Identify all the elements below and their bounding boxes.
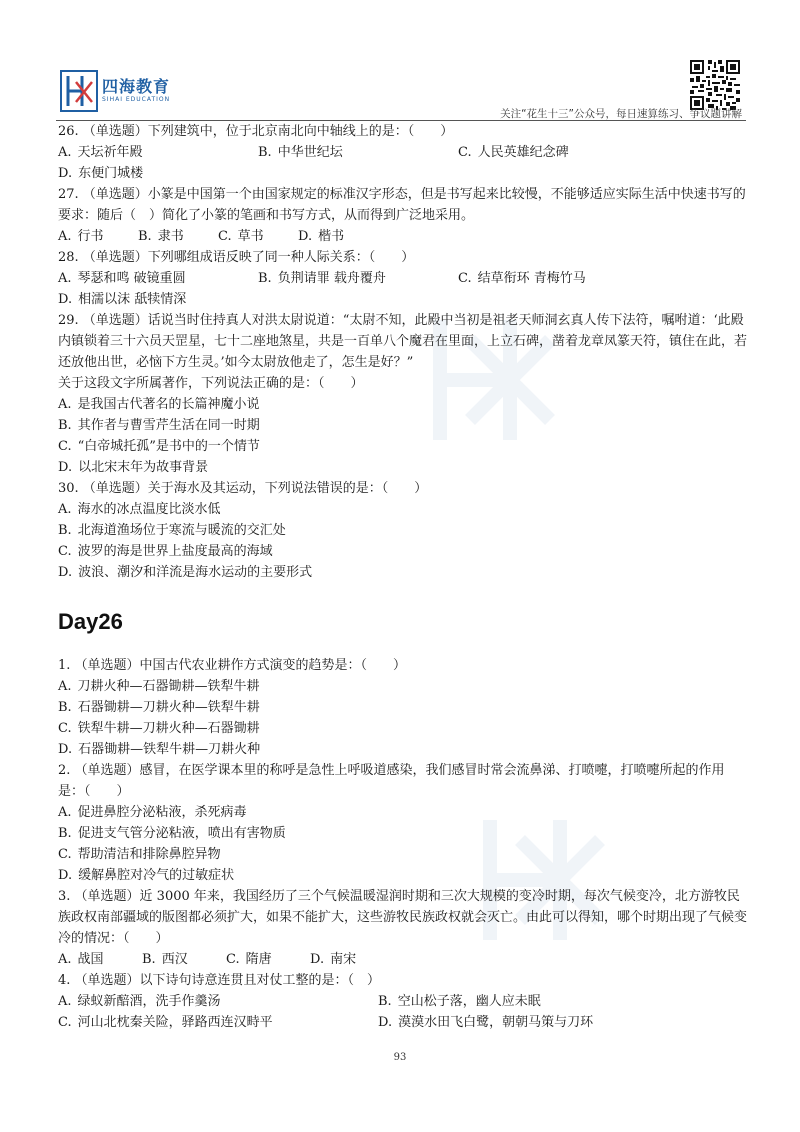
option-text: 北海道渔场位于寒流与暖流的交汇处 xyxy=(77,523,286,538)
option-text: 海水的冰点温度比淡水低 xyxy=(77,502,221,517)
option-key: A. xyxy=(58,145,72,160)
option-key: A. xyxy=(58,397,72,412)
options xyxy=(58,268,748,310)
question-sheet xyxy=(58,121,748,1033)
option-text: 负荆请罪 载舟覆舟 xyxy=(277,271,386,286)
option-key: C. xyxy=(226,952,240,967)
question-3 xyxy=(58,886,748,970)
option-key: B. xyxy=(378,994,392,1009)
option-a[interactable] xyxy=(58,226,138,247)
option-key: D. xyxy=(58,742,73,757)
option-b[interactable] xyxy=(58,823,748,844)
brand-logo xyxy=(60,70,210,114)
option-text: 草书 xyxy=(237,229,264,244)
option-key: D. xyxy=(58,565,73,580)
option-key: A. xyxy=(58,952,72,967)
option-c[interactable] xyxy=(58,1012,378,1033)
option-key: B. xyxy=(258,145,272,160)
options xyxy=(58,142,748,184)
option-key: D. xyxy=(58,166,73,181)
option-key: D. xyxy=(58,460,73,475)
qr-code-icon xyxy=(690,60,740,110)
option-a[interactable] xyxy=(58,802,748,823)
option-key: C. xyxy=(218,229,232,244)
option-key: A. xyxy=(58,805,72,820)
option-key: A. xyxy=(58,994,72,1009)
option-a[interactable] xyxy=(58,949,142,970)
option-text: 南宋 xyxy=(330,952,357,967)
brand-logo-icon xyxy=(60,70,98,112)
options xyxy=(58,676,748,760)
option-d[interactable] xyxy=(58,289,258,310)
option-d[interactable] xyxy=(58,457,748,478)
option-key: A. xyxy=(58,229,72,244)
question-30 xyxy=(58,478,748,583)
option-key: D. xyxy=(310,952,325,967)
question-4 xyxy=(58,970,748,1033)
option-c[interactable] xyxy=(458,142,658,163)
question-stem: 1. （单选题）中国古代农业耕作方式演变的趋势是：（ ） xyxy=(58,658,407,673)
options xyxy=(58,991,748,1033)
option-d[interactable] xyxy=(58,739,748,760)
option-key: C. xyxy=(458,145,472,160)
page-header xyxy=(0,0,800,125)
option-text: “白帝城托孤”是书中的一个情节 xyxy=(77,439,260,454)
option-text: 缓解鼻腔对冷气的过敏症状 xyxy=(78,868,235,883)
question-stem: 2. （单选题）感冒，在医学课本里的称呼是急性上呼吸道感染，我们感冒时常会流鼻涕、打喷嚏，打喷嚏所起的作用是：（ ） xyxy=(58,763,725,799)
option-key: C. xyxy=(58,1015,72,1030)
option-text: 促进支气管分泌粘液，喷出有害物质 xyxy=(77,826,286,841)
options xyxy=(58,499,748,583)
option-text: 石器锄耕—刀耕火种—铁犁牛耕 xyxy=(77,700,260,715)
option-key: D. xyxy=(58,868,73,883)
option-text: 帮助清洁和排除鼻腔异物 xyxy=(77,847,221,862)
option-key: A. xyxy=(58,679,72,694)
option-text: 铁犁牛耕—刀耕火种—石器锄耕 xyxy=(77,721,260,736)
option-a[interactable] xyxy=(58,268,258,289)
option-b[interactable] xyxy=(58,697,748,718)
question-1 xyxy=(58,655,748,760)
option-d[interactable] xyxy=(58,865,748,886)
option-c[interactable] xyxy=(218,226,298,247)
option-b[interactable] xyxy=(258,142,458,163)
option-key: D. xyxy=(298,229,313,244)
option-a[interactable] xyxy=(58,394,748,415)
section-title: Day26 xyxy=(58,609,123,634)
option-c[interactable] xyxy=(226,949,310,970)
option-c[interactable] xyxy=(58,844,748,865)
option-b[interactable] xyxy=(378,991,698,1012)
option-text: 相濡以沫 舐犊情深 xyxy=(78,292,187,307)
option-d[interactable] xyxy=(298,226,378,247)
option-text: 隶书 xyxy=(157,229,184,244)
question-28 xyxy=(58,247,748,310)
option-a[interactable] xyxy=(58,142,258,163)
option-text: 东便门城楼 xyxy=(78,166,144,181)
option-d[interactable] xyxy=(310,949,394,970)
option-text: 天坛祈年殿 xyxy=(77,145,143,160)
question-27 xyxy=(58,184,748,247)
option-key: C. xyxy=(458,271,472,286)
option-d[interactable] xyxy=(58,163,258,184)
option-text: 西汉 xyxy=(161,952,188,967)
option-c[interactable] xyxy=(458,268,658,289)
question-prompt: 关于这段文字所属著作，下列说法正确的是：（ ） xyxy=(58,376,364,391)
option-c[interactable] xyxy=(58,718,748,739)
option-text: 楷书 xyxy=(318,229,345,244)
option-text: 以北宋末年为故事背景 xyxy=(78,460,209,475)
option-a[interactable] xyxy=(58,676,748,697)
option-b[interactable] xyxy=(58,520,748,541)
question-stem: 26. （单选题）下列建筑中，位于北京南北向中轴线上的是：（ ） xyxy=(58,124,454,139)
option-b[interactable] xyxy=(142,949,226,970)
option-text: 琴瑟和鸣 破镜重圆 xyxy=(77,271,186,286)
question-29 xyxy=(58,310,748,478)
option-b[interactable] xyxy=(258,268,458,289)
option-b[interactable] xyxy=(138,226,218,247)
option-key: C. xyxy=(58,439,72,454)
option-text: 隋唐 xyxy=(245,952,272,967)
header-note: 关注“花生十三”公众号，每日速算练习、争议题讲解 xyxy=(500,108,742,120)
option-text: 空山松子落，幽人应未眠 xyxy=(397,994,541,1009)
brand-subtitle: SIHAI EDUCATION xyxy=(102,96,171,103)
option-text: 是我国古代著名的长篇神魔小说 xyxy=(77,397,260,412)
question-26 xyxy=(58,121,748,184)
option-key: B. xyxy=(58,523,72,538)
question-2 xyxy=(58,760,748,886)
option-text: 绿蚁新醅酒，洗手作羹汤 xyxy=(77,994,221,1009)
option-text: 行书 xyxy=(77,229,104,244)
question-stem: 3. （单选题）近 3000 年来，我国经历了三个气候温暖湿润时期和三次大规模的变冷时期，每次气候变冷，北方游牧民族政权南部疆域的版图都必须扩大，如果不能扩大，这些游牧民族政权就会灭亡。由此可以得知，哪个时期出现了气候变冷的情况：（ ） xyxy=(58,889,748,946)
option-text: 波罗的海是世界上盐度最高的海域 xyxy=(77,544,273,559)
option-text: 漠漠水田飞白鹭，朝朝马策与刀环 xyxy=(398,1015,594,1030)
option-b[interactable] xyxy=(58,415,748,436)
option-key: B. xyxy=(58,700,72,715)
option-text: 人民英雄纪念碑 xyxy=(477,145,569,160)
option-text: 石器锄耕—铁犁牛耕—刀耕火种 xyxy=(78,742,261,757)
option-text: 促进鼻腔分泌粘液，杀死病毒 xyxy=(77,805,247,820)
options xyxy=(58,949,748,970)
option-key: C. xyxy=(58,721,72,736)
option-key: D. xyxy=(378,1015,393,1030)
question-stem: 29. （单选题）话说当时住持真人对洪太尉说道：“太尉不知，此殿中当初是祖老天师洞玄真人传下法符，嘱咐道：‘此殿内镇锁着三十六员天罡星，七十二座地煞星，共是一百单八个魔君在里面，上立石碑，凿着龙章凤篆天符，镇住在此，若还放他出世，必恼下方生灵。’如今太尉放他走了，怎生是好？” xyxy=(58,313,748,370)
option-d[interactable] xyxy=(58,562,748,583)
option-c[interactable] xyxy=(58,436,748,457)
question-stem: 28. （单选题）下列哪组成语反映了同一种人际关系：（ ） xyxy=(58,250,415,265)
option-text: 其作者与曹雪芹生活在同一时期 xyxy=(77,418,260,433)
option-c[interactable] xyxy=(58,541,748,562)
option-key: C. xyxy=(58,544,72,559)
option-text: 中华世纪坛 xyxy=(277,145,343,160)
option-text: 河山北枕秦关险，驿路西连汉畤平 xyxy=(77,1015,273,1030)
option-a[interactable] xyxy=(58,499,748,520)
options xyxy=(58,802,748,886)
option-a[interactable] xyxy=(58,991,378,1012)
option-text: 刀耕火种—石器锄耕—铁犁牛耕 xyxy=(77,679,260,694)
question-stem: 4. （单选题）以下诗句诗意连贯且对仗工整的是：（ ） xyxy=(58,973,381,988)
option-key: B. xyxy=(58,418,72,433)
page-number: 93 xyxy=(393,1052,407,1063)
option-d[interactable] xyxy=(378,1012,698,1033)
option-text: 结草衔环 青梅竹马 xyxy=(477,271,586,286)
option-key: D. xyxy=(58,292,73,307)
brand-name: 四海教育 xyxy=(102,77,171,96)
option-key: B. xyxy=(142,952,156,967)
options xyxy=(58,394,748,478)
option-key: C. xyxy=(58,847,72,862)
question-stem: 30. （单选题）关于海水及其运动，下列说法错误的是：（ ） xyxy=(58,481,428,496)
option-key: B. xyxy=(258,271,272,286)
options xyxy=(58,226,748,247)
option-key: B. xyxy=(138,229,152,244)
option-key: B. xyxy=(58,826,72,841)
option-key: A. xyxy=(58,271,72,286)
question-stem: 27. （单选题）小篆是中国第一个由国家规定的标准汉字形态，但是书写起来比较慢，不能够适应实际生活中快速书写的要求：随后（ ）简化了小篆的笔画和书写方式，从而得到广泛地采用。 xyxy=(58,187,746,223)
option-text: 波浪、潮汐和洋流是海水运动的主要形式 xyxy=(78,565,313,580)
option-text: 战国 xyxy=(77,952,104,967)
option-key: A. xyxy=(58,502,72,517)
